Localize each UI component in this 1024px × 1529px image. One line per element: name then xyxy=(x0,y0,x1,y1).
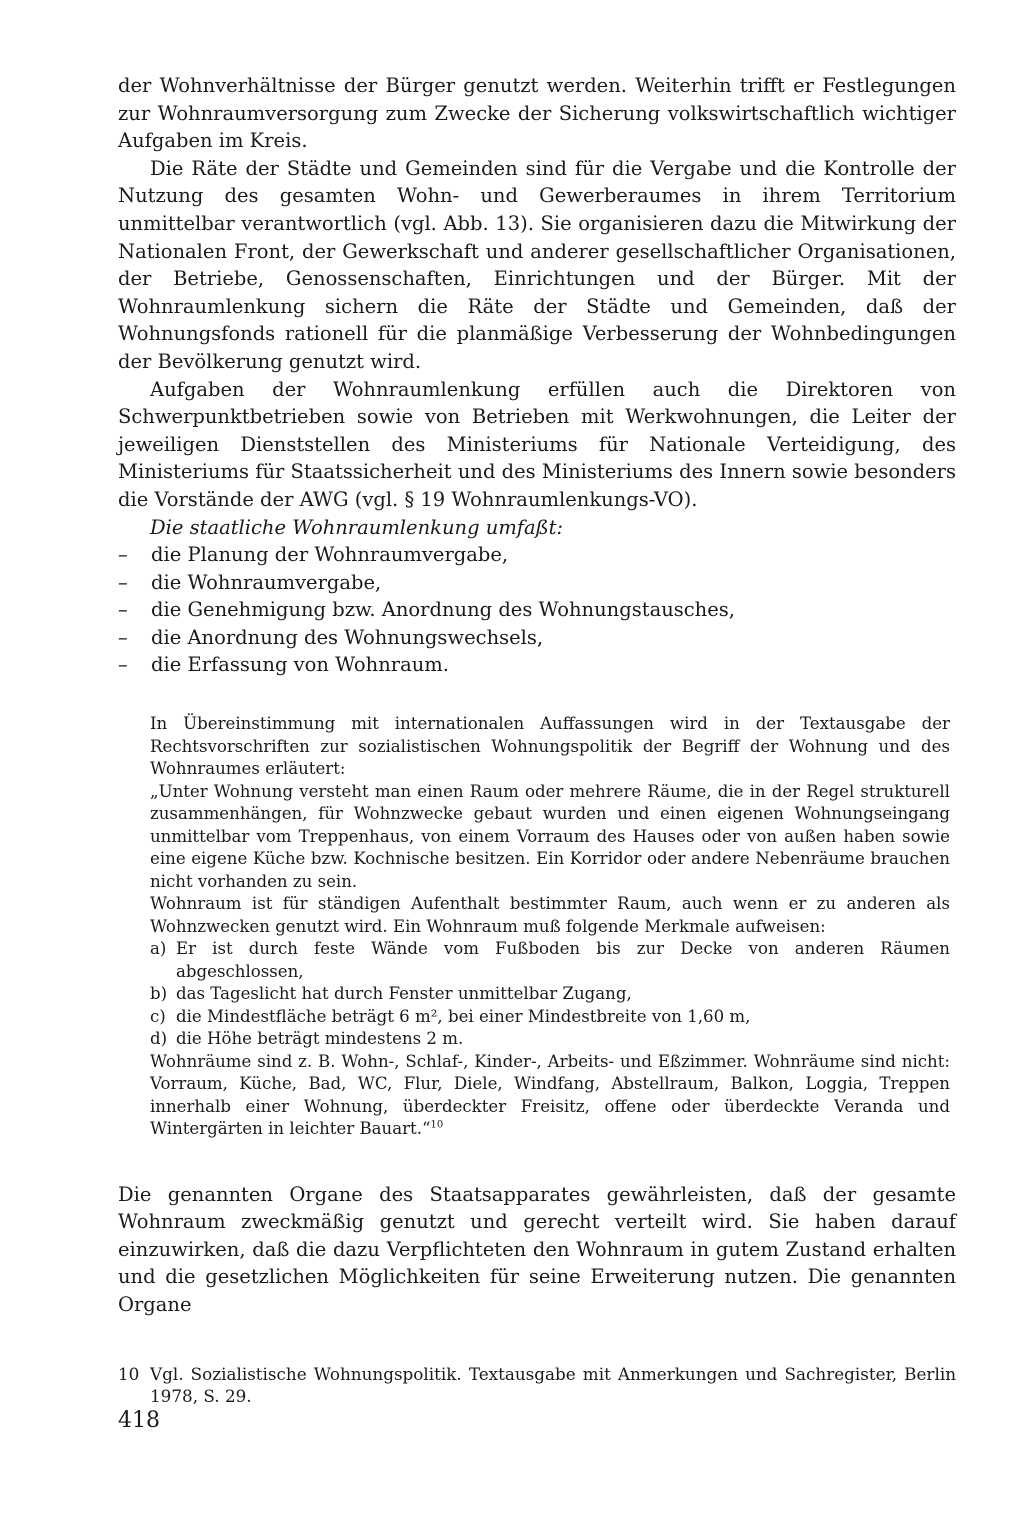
page-number: 418 xyxy=(118,1408,160,1433)
quote-definition-wohnraum: Wohnraum ist für ständigen Aufenthalt bestimmter Raum, auch wenn er zu anderen als Wohnzwecken genutzt wird. Ein Wohnraum muß folgende Merkmale aufweisen: xyxy=(150,894,950,936)
footnote-number: 10 xyxy=(118,1363,140,1384)
paragraph-raete: Die Räte der Städte und Gemeinden sind für die Vergabe und die Kontrolle der Nutzung des gesamten Wohn- und Gewerberaumes in ihrem Territorium unmittelbar verantwortlich (vgl. Abb. 13). Sie organisieren dazu die Mitwirkung der Nationalen Front, der Gewerkschaft und anderer gesellschaftlicher Organisationen, der Betriebe, Genossenschaften, Einrichtungen und der Bürger. Mit der Wohnraumlenkung sichern die Räte der Städte und Gemeinden, daß der Wohnungsfonds rationell für die planmäßige Verbesserung der Wohnbedingungen der Bevölkerung genutzt wird. xyxy=(118,156,956,373)
quote-definition-wohnung: „Unter Wohnung versteht man einen Raum oder mehrere Räume, die in der Regel strukturell zusammenhängen, für Wohnzwecke gebaut wurden und einen eigenen Wohnungseingang unmittelbar vom Treppenhaus, von einem Vorraum des Hauses oder von außen haben sowie eine eigene Küche bzw. Kochnische besitzen. Ein Korridor oder andere Nebenräume brauchen nicht vorhanden zu sein. xyxy=(150,781,950,891)
main-text xyxy=(118,72,956,679)
criterion-item xyxy=(150,1006,950,1029)
criterion-label: d) xyxy=(150,1029,168,1049)
criterion-label: b) xyxy=(150,984,168,1004)
criterion-item xyxy=(150,983,950,1006)
wohnraumlenkung-list xyxy=(118,541,956,679)
criterion-item xyxy=(150,938,950,983)
criterion-label: a) xyxy=(150,939,167,959)
list-item: – die Genehmigung bzw. Anordnung des Wohnungstausches, xyxy=(118,596,956,624)
paragraph-aufgaben: Aufgaben der Wohnraumlenkung erfüllen auch die Direktoren von Schwerpunktbetrieben sowie von Betrieben mit Werkwohnungen, die Leiter der jeweiligen Dienststellen des Ministeriums für Nationale Verteidigung, des Ministeriums für Staatssicherheit und des Ministeriums des Innern sowie besonders die Vorstände der AWG (vgl. § 19 Wohnraumlenkungs-VO). xyxy=(118,377,956,511)
criterion-label: c) xyxy=(150,1006,166,1026)
list-item: – die Planung der Wohnraumvergabe, xyxy=(118,541,956,569)
criterion-text: Er ist durch feste Wände vom Fußboden bis zur Decke von anderen Räumen abgeschlossen, xyxy=(176,939,950,981)
dash-marker: – xyxy=(118,543,128,567)
quote-examples: Wohnräume sind z. B. Wohn-, Schlaf-, Kinder-, Arbeits- und Eßzimmer. Wohnräume sind nicht: Vorraum, Küche, Bad, WC, Flur, Diele, Windfang, Abstellraum, Balkon, Loggia, Treppen innerhalb einer Wohnung, überdeckter Freisitz, offene oder überdeckte Veranda und Wintergärten in leichter Bauart.“$^{10}$ xyxy=(150,1051,950,1139)
dash-marker: – xyxy=(118,653,128,677)
paragraph-continued: der Wohnverhältnisse der Bürger genutzt werden. Weiterhin trifft er Festlegungen zur Wohnraumversorgung zum Zwecke der Sicherung volkswirtschaftlich wichtiger Aufgaben im Kreis. xyxy=(118,74,956,153)
quote-block xyxy=(150,713,950,1141)
dash-marker: – xyxy=(118,570,128,594)
list-item: – die Erfassung von Wohnraum. xyxy=(118,651,956,679)
dash-marker: – xyxy=(118,598,128,622)
criterion-item xyxy=(150,1028,950,1051)
footnote-text: Vgl. Sozialistische Wohnungspolitik. Textausgabe mit Anmerkungen und Sachregister, Berlin 1978, S. 29. xyxy=(150,1363,956,1407)
after-quote-text xyxy=(118,1181,956,1319)
page-content xyxy=(118,72,956,1408)
quote-intro: In Übereinstimmung mit internationalen Auffassungen wird in der Textausgabe der Rechtsvorschriften zur sozialistischen Wohnungspolitik der Begriff der Wohnung und des Wohnraumes erläutert: xyxy=(150,714,950,779)
footnote-reference: 10 xyxy=(430,1119,444,1131)
list-intro: Die staatliche Wohnraumlenkung umfaßt: xyxy=(150,515,564,539)
list-item: – die Wohnraumvergabe, xyxy=(118,569,956,597)
criterion-text: die Mindestfläche beträgt 6 m², bei einer Mindestbreite von 1,60 m, xyxy=(176,1006,751,1026)
criterion-text: das Tageslicht hat durch Fenster unmittelbar Zugang, xyxy=(176,984,632,1004)
criterion-text: die Höhe beträgt mindestens 2 m. xyxy=(176,1029,464,1049)
dash-marker: – xyxy=(118,625,128,649)
list-item: – die Anordnung des Wohnungswechsels, xyxy=(118,624,956,652)
paragraph-organe: Die genannten Organe des Staatsapparates gewährleisten, daß der gesamte Wohnraum zweckmäßig genutzt und gerecht verteilt wird. Sie haben darauf einzuwirken, daß die dazu Verpflichteten den Wohnraum in gutem Zustand erhalten und die gesetzlichen Möglichkeiten für seine Erweiterung nutzen. Die genannten Organe xyxy=(118,1182,956,1316)
footnote xyxy=(118,1363,956,1408)
